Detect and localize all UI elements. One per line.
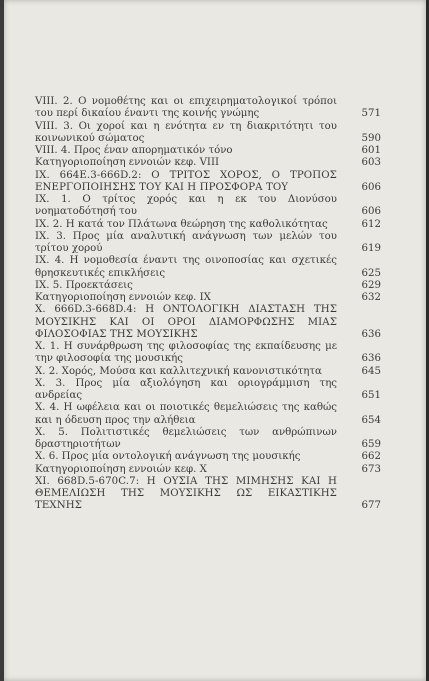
toc-entry-title: VIII. 3. Οι χοροί και η ενότητα εν τη διακριτότητι του κοινωνικού σώματος	[35, 120, 337, 144]
toc-entry-title: XI. 668D.5-670C.7: Η ΟΥΣΙΑ ΤΗΣ ΜΙΜΗΣΗΣ ΚΑΙ Η ΘΕΜΕΛΙΩΣΗ ΤΗΣ ΜΟΥΣΙΚΗΣ ΩΣ ΕΙΚΑΣΤΙΚΗΣ ΤΕΧΝΗΣ	[35, 475, 337, 512]
toc-entry-title: X. 1. Η συνάρθρωση της φιλοσοφίας της εκπαίδευσης με την φιλοσοφία της μουσικής	[35, 341, 337, 365]
toc-entry-page: 571	[361, 108, 381, 120]
toc-entry	[35, 341, 381, 366]
toc-entry	[35, 194, 381, 219]
toc-entry-page: 603	[361, 157, 381, 169]
toc-entry	[35, 219, 381, 231]
toc-entry-page: 619	[361, 243, 381, 254]
toc-entry-page: 601	[361, 145, 381, 156]
toc-entry-title: IX. 1. Ο τρίτος χορός και η εκ του Διονύσου νοηματοδότησή του	[35, 194, 337, 218]
toc-entry	[35, 280, 381, 292]
toc-chapter-heading	[35, 476, 381, 513]
toc-entry-title: X. 666D.3-668D.4: Η ΟΝΤΟΛΟΓΙΚΗ ΔΙΑΣΤΑΣΗ ΤΗΣ ΜΟΥΣΙΚΗΣ ΚΑΙ ΟΙ ΟΡΟΙ ΔΙΑΜΟΡΦΩΣΗΣ ΜΙΑΣ ΦΙΛΟΣΟΦΙΑΣ ΤΗΣ ΜΟΥΣΙΚΗΣ	[35, 304, 337, 340]
toc-entry-title: X. 2. Χορός, Μούσα και καλλιτεχνική κανονιστικότητα	[35, 365, 322, 377]
toc-entry	[35, 366, 381, 378]
toc-entry-title: Κατηγοριοποίηση εννοιών κεφ. IX	[35, 292, 211, 303]
toc-entry	[35, 121, 381, 146]
toc-entry-title: VIII. 4. Προς έναν απορηματικόν τόνο	[35, 145, 233, 156]
toc-entry-page: 636	[361, 353, 381, 365]
toc-entry-title: IX. 5. Προεκτάσεις	[35, 279, 133, 291]
toc-entry-page: 625	[361, 267, 381, 279]
toc-entry	[35, 464, 381, 476]
toc-entry-title: IX. 3. Προς μία αναλυτική ανάγνωση των μελών του τρίτου χορού	[35, 230, 337, 254]
toc-chapter-heading	[35, 170, 381, 195]
toc-entry-page: 606	[361, 181, 381, 193]
toc-entry-title: Κατηγοριοποίηση εννοιών κεφ. X	[35, 463, 207, 475]
toc-entry-title: X. 6. Προς μία οντολογική ανάγνωση της μουσικής	[35, 451, 301, 463]
book-page	[4, 0, 426, 681]
toc-entry-page: 659	[361, 439, 381, 450]
toc-entry-title: X. 4. Η ωφέλεια και οι ποιοτικές θεμελιώσεις της καθώς και η όδευση προς την αλήθεια	[35, 402, 337, 426]
toc-entry-page: 590	[361, 132, 381, 144]
toc-entry-page: 654	[361, 414, 381, 426]
toc-entry	[35, 231, 381, 256]
toc-entry-title: IX. 664E.3-666D.2: Ο ΤΡΙΤΟΣ ΧΟΡΟΣ, Ο ΤΡΟΠΟΣ ΕΝΕΡΓΟΠΟΙΗΣΗΣ ΤΟΥ ΚΑΙ Η ΠΡΟΣΦΟΡΑ ΤΟΥ	[35, 169, 337, 193]
toc-entry-title: Κατηγοριοποίηση εννοιών κεφ. VIII	[35, 157, 220, 169]
toc-entry	[35, 427, 381, 452]
toc-entry-page: 606	[361, 206, 381, 218]
toc-entry-page: 629	[361, 279, 381, 291]
toc-entry	[35, 255, 381, 280]
toc-entry-title: X. 5. Πολιτιστικές θεμελιώσεις των ανθρώπινων δραστηριοτήτων	[35, 426, 337, 450]
toc-entry	[35, 402, 381, 427]
toc-entry-title: X. 3. Προς μία αξιολόγηση και οριογράμμιση της ανδρείας	[35, 377, 337, 401]
toc-entry-page: 662	[361, 451, 381, 463]
toc-entry	[35, 145, 381, 157]
toc-entry	[35, 378, 381, 403]
toc-entry-page: 632	[361, 292, 381, 303]
toc-entry-title: VIII. 2. Ο νομοθέτης και οι επιχειρηματολογικοί τρόποι του περί δικαίου έναντι της κοινής γνώμης	[35, 96, 337, 120]
toc-chapter-heading	[35, 304, 381, 341]
toc-entry-page: 677	[361, 500, 381, 512]
toc-entry	[35, 451, 381, 463]
toc-entry-title: IX. 2. Η κατά τον Πλάτωνα θεώρηση της καθολικότητας	[35, 218, 328, 230]
toc-entry	[35, 292, 381, 304]
toc-entry	[35, 96, 381, 121]
table-of-contents	[35, 96, 381, 513]
toc-entry-page: 651	[361, 390, 381, 401]
toc-entry-page: 645	[361, 365, 381, 377]
toc-entry	[35, 157, 381, 169]
toc-entry-page: 636	[361, 328, 381, 340]
toc-entry-page: 612	[361, 218, 381, 230]
toc-entry-title: IX. 4. Η νομοθεσία έναντι της οινοποσίας και σχετικές θρησκευτικές επικλήσεις	[35, 255, 337, 279]
toc-entry-page: 673	[361, 463, 381, 475]
